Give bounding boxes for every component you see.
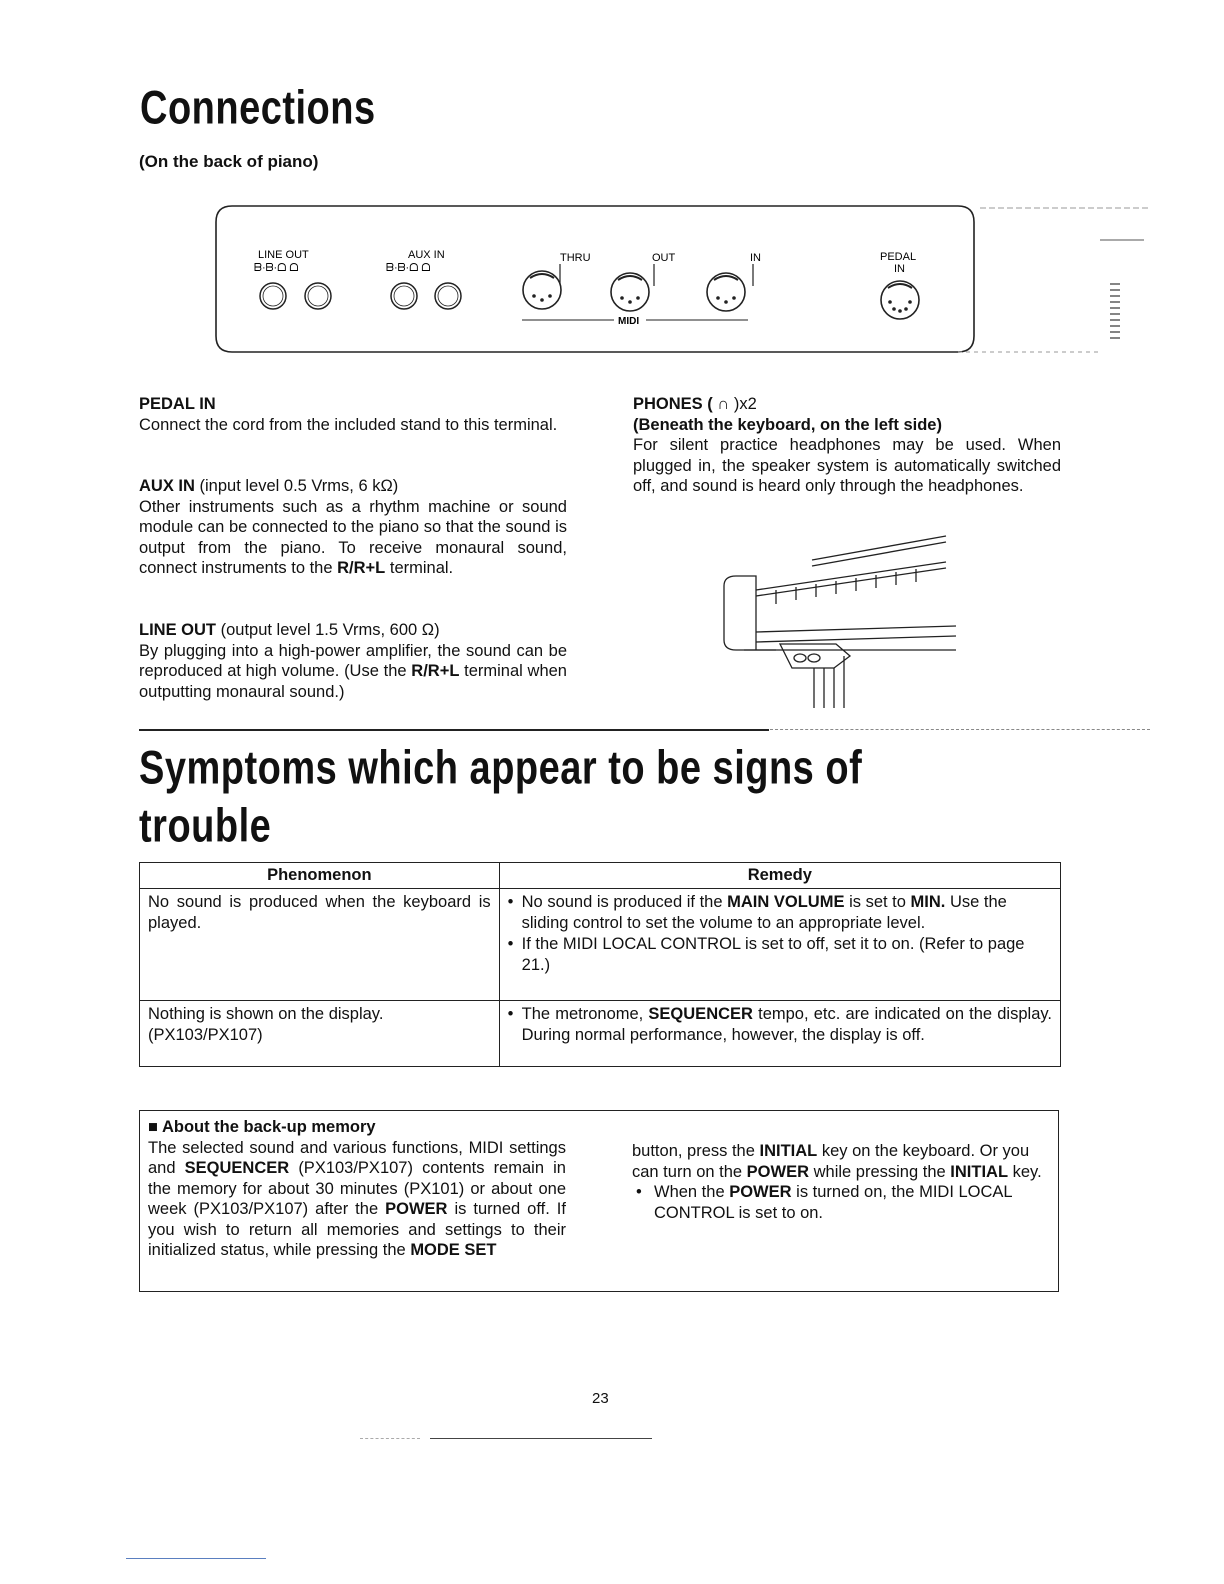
- svg-text:ᗷ·ᗷ·ᗝ ᗝ: ᗷ·ᗷ·ᗝ ᗝ: [254, 262, 299, 274]
- remedy-item: • If the MIDI LOCAL CONTROL is set to off, set it to on. (Refer to page 21.): [508, 934, 1052, 976]
- scan-line: [126, 1558, 266, 1559]
- aux-in-jack-r: [435, 283, 461, 309]
- pedal-in-body: Connect the cord from the included stand to this terminal.: [139, 415, 558, 434]
- section-divider: [139, 729, 769, 731]
- aux-in-section: [139, 476, 567, 579]
- pedal-in-socket: [881, 281, 919, 319]
- pedal-in-section: [139, 394, 567, 435]
- remedy-item: • No sound is produced if the MAIN VOLUME is set to MIN. Use the sliding control to set the volume to an appropriate level.: [508, 892, 1052, 934]
- aux-in-body: Other instruments such as a rhythm machine or sound module can be connected to the piano so that the sound is output from the piano. To receive monaural sound, connect instruments to the: [139, 497, 567, 577]
- line-out-jack-l: [260, 283, 286, 309]
- phones-body: For silent practice headphones may be used. When plugged in, the speaker system is automatically switched off, and sound is heard only through the headphones.: [633, 436, 1061, 495]
- line-out-body: By plugging into a high-power amplifier, the sound can be reproduced at high volume. (Use the: [139, 641, 567, 680]
- memory-title: About the back-up memory: [161, 1118, 376, 1136]
- phenomenon-header: Phenomenon: [140, 863, 500, 889]
- aux-in-terminal: R/R+L: [337, 559, 386, 577]
- keyboard-headphone-jack-illustration: [716, 532, 966, 712]
- midi-thru-socket: [523, 264, 561, 309]
- backup-memory-box: [139, 1110, 1059, 1292]
- troubleshooting-table: [139, 862, 1061, 1067]
- back-panel-diagram: [200, 198, 1160, 368]
- midi-in-socket: [707, 264, 753, 311]
- section-divider-tail: [770, 729, 1150, 730]
- connections-subtitle: (On the back of piano): [139, 152, 319, 171]
- headphones-icon: ∩: [717, 395, 730, 413]
- aux-in-spec: (input level 0.5 Vrms, 6 kΩ): [199, 477, 399, 495]
- pedal-in-title: PEDAL IN: [139, 395, 216, 413]
- table-header-row: [140, 863, 1061, 889]
- page-number: 23: [592, 1390, 609, 1407]
- scan-line: [360, 1438, 420, 1439]
- line-out-suffix: terminal when outputting monaural sound.): [139, 662, 567, 701]
- panel-out-label: OUT: [652, 252, 676, 264]
- phones-count: )x2: [733, 395, 757, 413]
- remedy-item: • The metronome, SEQUENCER tempo, etc. are indicated on the display. During normal performance, however, the display is off.: [508, 1004, 1052, 1046]
- remedy-cell: [499, 889, 1060, 1001]
- phones-location: (Beneath the keyboard, on the left side): [633, 415, 942, 434]
- panel-midi-label: MIDI: [618, 316, 640, 327]
- memory-left-column: ■ About the back-up memory The selected sound and various functions, MIDI settings and SEQUENCER (PX103/PX107) contents remain in the memory for about 30 minutes (PX101) or about one week (PX103/PX107) after the POWER is turned off. If you wish to return all memories and settings to their initialized status, while pressing the MODE SET: [148, 1118, 566, 1259]
- phones-title: PHONES (: [633, 395, 713, 413]
- line-out-title: LINE OUT: [139, 621, 216, 639]
- panel-pedal-label: PEDAL: [880, 251, 917, 263]
- panel-thru-label: THRU: [560, 252, 591, 264]
- table-row: [140, 1001, 1061, 1067]
- panel-in-label: IN: [750, 252, 761, 264]
- phenomenon-cell: No sound is produced when the keyboard is played.: [140, 889, 500, 1001]
- bullet-square-icon: ■: [148, 1118, 158, 1136]
- connections-title: Connections: [140, 82, 376, 135]
- panel-pedal-in-label: IN: [894, 263, 905, 275]
- line-out-terminal: R/R+L: [411, 662, 460, 680]
- line-out-section: [139, 620, 567, 702]
- remedy-header: Remedy: [499, 863, 1060, 889]
- line-out-spec: (output level 1.5 Vrms, 600 Ω): [220, 621, 440, 639]
- scan-line: [430, 1438, 652, 1439]
- line-out-jack-r: [305, 283, 331, 309]
- aux-in-title: AUX IN: [139, 477, 195, 495]
- table-row: [140, 889, 1061, 1001]
- svg-text:ᗷ·ᗷ·ᗝ ᗝ: ᗷ·ᗷ·ᗝ ᗝ: [386, 262, 431, 274]
- symptoms-title-line1: Symptoms which appear to be signs of: [139, 742, 863, 795]
- aux-in-jack-l: [391, 283, 417, 309]
- panel-line-out-label: LINE OUT: [258, 249, 309, 261]
- phenomenon-cell: Nothing is shown on the display. (PX103/PX107): [140, 1001, 500, 1067]
- phones-section: [633, 394, 1061, 497]
- panel-aux-in-label: AUX IN: [408, 249, 445, 261]
- remedy-cell: [499, 1001, 1060, 1067]
- memory-right-column: button, press the INITIAL key on the keyboard. Or you can turn on the POWER while pressing the INITIAL key. • When the POWER is turned on, the MIDI LOCAL CONTROL is set to on.: [632, 1142, 1042, 1222]
- midi-out-socket: [611, 264, 654, 311]
- symptoms-title-line2: trouble: [139, 800, 272, 853]
- aux-in-suffix: terminal.: [389, 559, 454, 577]
